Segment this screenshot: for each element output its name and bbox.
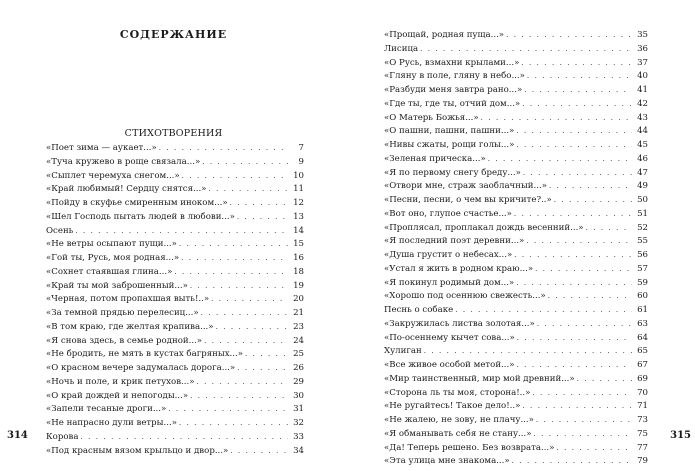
dot-leader [216, 321, 288, 335]
toc-entry-title: «Мир таинственный, мир мой древний...» [384, 373, 575, 384]
toc-entry [384, 125, 648, 139]
dot-leader [197, 376, 289, 390]
toc-entry [46, 348, 304, 362]
dot-leader [521, 57, 632, 71]
toc-entry-page: 73 [637, 415, 648, 425]
toc-entry-title: «Устал я жить в родном краю...» [384, 263, 534, 274]
dot-leader [208, 183, 288, 197]
toc-entry-page: 61 [637, 305, 648, 315]
toc-entry [46, 183, 304, 197]
toc-entry-page: 46 [637, 153, 648, 164]
dot-leader [514, 208, 632, 222]
toc-entry-title: «Закружилась листва золотая...» [384, 318, 535, 329]
toc-entry-title: «По-осеннему кычет сова...» [384, 332, 515, 343]
toc-entry-page: 29 [293, 376, 304, 387]
toc-entry-title: «Зеленая прическа...» [384, 153, 486, 164]
toc-entry-page: 20 [293, 294, 304, 305]
toc-entry-title: «Я снова здесь, в семье родной...» [46, 335, 203, 346]
dot-leader [527, 70, 632, 84]
toc-entry-title: «Прощай, родная пуща...» [384, 30, 505, 40]
toc-entry-page: 12 [293, 198, 304, 208]
toc-entry-title: «Я обманывать себя не стану...» [384, 428, 532, 439]
toc-entry [46, 266, 304, 280]
toc-entry-page: 79 [637, 456, 648, 467]
toc-entry-page: 47 [637, 167, 648, 178]
toc-entry-page: 60 [637, 291, 648, 302]
toc-entry-title: «Душа грустит о небесах...» [384, 250, 513, 260]
toc-entry-title: «Край любимый! Сердцу снятся...» [46, 184, 207, 195]
toc-entry-title: «Поет зима — аукает...» [46, 143, 157, 153]
dot-leader [554, 194, 632, 208]
toc-entry [384, 167, 648, 181]
toc-entry [384, 153, 648, 167]
toc-entry-page: 71 [637, 401, 648, 412]
toc-entry-page: 10 [293, 170, 304, 181]
dot-leader [190, 280, 288, 294]
toc-entry-title: «Хорошо под осеннюю свежесть...» [384, 291, 546, 302]
toc-entry-page: 70 [637, 387, 648, 398]
toc-entry-page: 52 [637, 222, 648, 233]
toc-entry-title: «Ночь и поле, и крик петухов...» [46, 376, 195, 387]
toc-entry-title: Песнь о собаке [384, 305, 454, 315]
toc-entry-page: 7 [298, 143, 304, 153]
dot-leader [424, 345, 632, 359]
toc-entry [46, 376, 304, 390]
toc-entry-title: «Я покинул родимый дом...» [384, 277, 515, 288]
toc-entry [384, 29, 648, 43]
toc-entry [46, 225, 304, 239]
dot-leader [516, 277, 632, 291]
toc-entry-title: «О пашни, пашни, пашни...» [384, 126, 515, 137]
toc-entry-page: 14 [293, 225, 304, 236]
toc-entry-page: 55 [637, 236, 648, 247]
dot-leader [549, 180, 632, 194]
toc-list-right [384, 29, 648, 469]
toc-entry-page: 45 [637, 140, 648, 150]
dot-leader [556, 442, 632, 456]
toc-entry-title: «Где ты, где ты, отчий дом...» [384, 98, 521, 109]
toc-entry [46, 321, 304, 335]
toc-entry [384, 387, 648, 401]
dot-leader [179, 417, 288, 431]
dot-leader [237, 362, 288, 376]
toc-entry-page: 19 [293, 280, 304, 291]
toc-entry-title: «Пойду в скуфье смиренным иноком...» [46, 198, 228, 208]
toc-entry-page: 30 [293, 390, 304, 401]
toc-entry-title: «Я по первому снегу бреду...» [384, 167, 521, 178]
toc-entry-title: «Проплясал, проплакал дождь весенний...» [384, 222, 584, 233]
toc-entry-title: «Я последний поэт деревни...» [384, 236, 525, 247]
toc-entry [384, 318, 648, 332]
toc-entry-title: «Под красным вязом крыльцо и двор...» [46, 445, 229, 456]
dot-leader [181, 252, 288, 266]
toc-entry-title: «О красном вечере задумалась дорога...» [46, 363, 236, 373]
toc-entry [46, 280, 304, 294]
toc-entry [384, 194, 648, 208]
dot-leader [182, 170, 288, 184]
toc-entry [384, 98, 648, 112]
toc-entry [384, 43, 648, 57]
toc-entry [384, 112, 648, 126]
dot-leader [230, 445, 288, 459]
toc-entry-page: 50 [637, 195, 648, 205]
toc-entry-title: «Все живое особой метой...» [384, 360, 515, 370]
dot-leader [536, 414, 632, 428]
toc-entry-page: 18 [293, 266, 304, 277]
toc-entry-title: «За темной прядью перелесиц...» [46, 308, 199, 318]
toc-entry [384, 373, 648, 387]
toc-entry [46, 307, 304, 321]
toc-entry [384, 180, 648, 194]
dot-leader [522, 400, 632, 414]
dot-leader [516, 125, 632, 139]
toc-entry-page: 24 [293, 335, 304, 346]
dot-leader [159, 142, 288, 156]
toc-entry-page: 59 [637, 277, 648, 288]
toc-entry [384, 70, 648, 84]
toc-entry-page: 31 [293, 404, 304, 415]
toc-entry-title: Хулиган [384, 346, 422, 357]
toc-entry [46, 197, 304, 211]
toc-entry-page: 69 [637, 373, 648, 384]
toc-entry-page: 43 [637, 112, 648, 123]
dot-leader [523, 167, 632, 181]
toc-entry-title: «Гой ты, Русь, моя родная...» [46, 253, 180, 263]
toc-entry-page: 49 [637, 181, 648, 192]
dot-leader [512, 455, 632, 469]
toc-entry-title: «Шел Господь пытать людей в любови...» [46, 211, 235, 222]
toc-entry [46, 403, 304, 417]
toc-entry [46, 293, 304, 307]
toc-entry [46, 335, 304, 349]
toc-entry-title: «В том краю, где желтая крапива...» [46, 321, 214, 332]
dot-leader [517, 332, 632, 346]
dot-leader [481, 112, 632, 126]
toc-entry-title: «Разбуди меня завтра рано...» [384, 85, 523, 95]
toc-entry-title: «Да! Теперь решено. Без возврата...» [384, 442, 555, 453]
dot-leader [522, 98, 632, 112]
dot-leader [455, 304, 632, 318]
dot-leader [179, 238, 288, 252]
toc-entry-page: 51 [637, 208, 648, 219]
page-number-right: 315 [670, 430, 691, 441]
toc-entry-page: 44 [637, 126, 648, 137]
toc-entry-page: 23 [293, 321, 304, 332]
dot-leader [204, 335, 288, 349]
toc-entry [384, 304, 648, 318]
dot-leader [548, 290, 632, 304]
toc-entry-page: 64 [637, 332, 648, 343]
dot-leader [488, 153, 632, 167]
toc-entry [46, 170, 304, 184]
toc-entry [384, 345, 648, 359]
dot-leader [535, 263, 632, 277]
toc-entry-title: «Эта улица мне знакома...» [384, 456, 510, 467]
toc-entry-title: Корова [46, 431, 79, 442]
toc-entry-page: 9 [298, 156, 304, 167]
dot-leader [237, 211, 288, 225]
dot-leader [524, 84, 632, 98]
toc-entry-title: «Песни, песни, о чем вы кричите?..» [384, 195, 552, 205]
toc-entry [46, 252, 304, 266]
toc-entry-page: 35 [637, 30, 648, 40]
dot-leader [516, 139, 632, 153]
toc-entry-title: «О Матерь Божья...» [384, 112, 479, 123]
dot-leader [532, 387, 632, 401]
toc-entry-title: «Не ругайтесь! Такое дело!..» [384, 401, 521, 412]
toc-entry-page: 65 [637, 346, 648, 357]
dot-leader [533, 428, 632, 442]
dot-leader [586, 222, 632, 236]
contents-title: СОДЕРЖАНИЕ [119, 28, 228, 41]
dot-leader [517, 359, 632, 373]
toc-entry-page: 41 [637, 85, 648, 95]
toc-entry [384, 428, 648, 442]
toc-entry-title: «О Русь, взмахни крылами...» [384, 57, 520, 68]
toc-entry-page: 57 [637, 263, 648, 274]
dot-leader [211, 293, 288, 307]
toc-entry [384, 455, 648, 469]
dot-leader [190, 390, 288, 404]
toc-entry-title: «Черная, потом пропахшая выть!..» [46, 294, 210, 305]
toc-entry-title: «Не ветры осыпают пущи...» [46, 239, 177, 250]
dot-leader [202, 156, 288, 170]
dot-leader [245, 348, 288, 362]
toc-entry-page: 15 [293, 239, 304, 250]
toc-entry-title: «Сохнет стаявшая глина...» [46, 266, 173, 277]
toc-entry-page: 13 [293, 211, 304, 222]
dot-leader [75, 225, 288, 239]
toc-entry-page: 16 [293, 253, 304, 263]
dot-leader [201, 307, 288, 321]
dot-leader [80, 431, 288, 445]
toc-entry-title: «Туча кружево в роще связала...» [46, 156, 201, 167]
toc-entry-title: «Сыплет черемуха снегом...» [46, 170, 180, 181]
toc-entry-title: «Сторона ль ты моя, сторона!..» [384, 387, 531, 398]
dot-leader [174, 266, 288, 280]
toc-entry-title: «Не напрасно дули ветры...» [46, 418, 177, 428]
toc-entry [384, 290, 648, 304]
toc-entry [384, 222, 648, 236]
dot-leader [168, 403, 288, 417]
toc-entry [384, 400, 648, 414]
toc-entry-page: 36 [637, 43, 648, 54]
toc-entry [46, 417, 304, 431]
toc-entry [46, 142, 304, 156]
toc-entry [384, 442, 648, 456]
toc-entry [46, 156, 304, 170]
toc-entry-title: «Край ты мой заброшенный...» [46, 280, 188, 291]
toc-entry-page: 56 [637, 250, 648, 260]
toc-entry [384, 332, 648, 346]
dot-leader [526, 235, 632, 249]
toc-entry-page: 25 [293, 349, 304, 360]
toc-entry [46, 431, 304, 445]
toc-entry-title: «Нивы сжаты, рощи голы...» [384, 140, 515, 150]
toc-entry-page: 77 [637, 442, 648, 453]
toc-entry [384, 208, 648, 222]
toc-entry-page: 33 [293, 431, 304, 442]
toc-entry [384, 84, 648, 98]
toc-entry-page: 67 [637, 360, 648, 370]
toc-entry [384, 139, 648, 153]
toc-entry [46, 445, 304, 459]
dot-leader [506, 29, 632, 43]
toc-entry-title: «Не бродить, не мять в кустах багряных...» [46, 349, 244, 360]
toc-entry-page: 21 [293, 308, 304, 318]
toc-entry-title: «Гляну в поле, гляну в небо...» [384, 71, 525, 82]
toc-entry [384, 359, 648, 373]
toc-entry-title: «О край дождей и непогоды...» [46, 390, 189, 401]
toc-entry-page: 37 [637, 57, 648, 68]
toc-list-left [46, 142, 304, 458]
page-number-left: 314 [7, 430, 28, 441]
toc-entry [384, 263, 648, 277]
dot-leader [577, 373, 632, 387]
dot-leader [420, 43, 632, 57]
toc-entry [46, 238, 304, 252]
toc-entry-title: Осень [46, 225, 74, 236]
dot-leader [514, 249, 632, 263]
left-page [0, 0, 347, 471]
toc-entry [46, 362, 304, 376]
toc-entry-page: 40 [637, 71, 648, 82]
toc-entry [384, 57, 648, 71]
toc-entry [46, 211, 304, 225]
toc-entry-page: 32 [293, 418, 304, 428]
toc-entry-page: 75 [637, 428, 648, 439]
right-page [348, 0, 695, 471]
toc-entry-title: «Не жалею, не зову, не плачу...» [384, 415, 534, 425]
toc-entry-title: «Отвори мне, страж заоблачный...» [384, 181, 547, 192]
toc-entry [384, 235, 648, 249]
toc-entry [46, 390, 304, 404]
dot-leader [537, 318, 632, 332]
section-heading: СТИХОТВОРЕНИЯ [124, 128, 223, 139]
toc-entry-page: 63 [637, 318, 648, 329]
dot-leader [230, 197, 288, 211]
toc-entry-page: 11 [293, 184, 304, 195]
toc-entry [384, 249, 648, 263]
toc-entry-title: «Вот оно, глупое счастье...» [384, 208, 512, 219]
toc-entry [384, 414, 648, 428]
toc-entry-title: Лисица [384, 43, 419, 54]
toc-entry [384, 277, 648, 291]
toc-entry-page: 26 [293, 363, 304, 373]
toc-entry-page: 34 [293, 445, 304, 456]
toc-entry-page: 42 [637, 98, 648, 109]
toc-entry-title: «Запели тесаные дроги...» [46, 404, 167, 415]
